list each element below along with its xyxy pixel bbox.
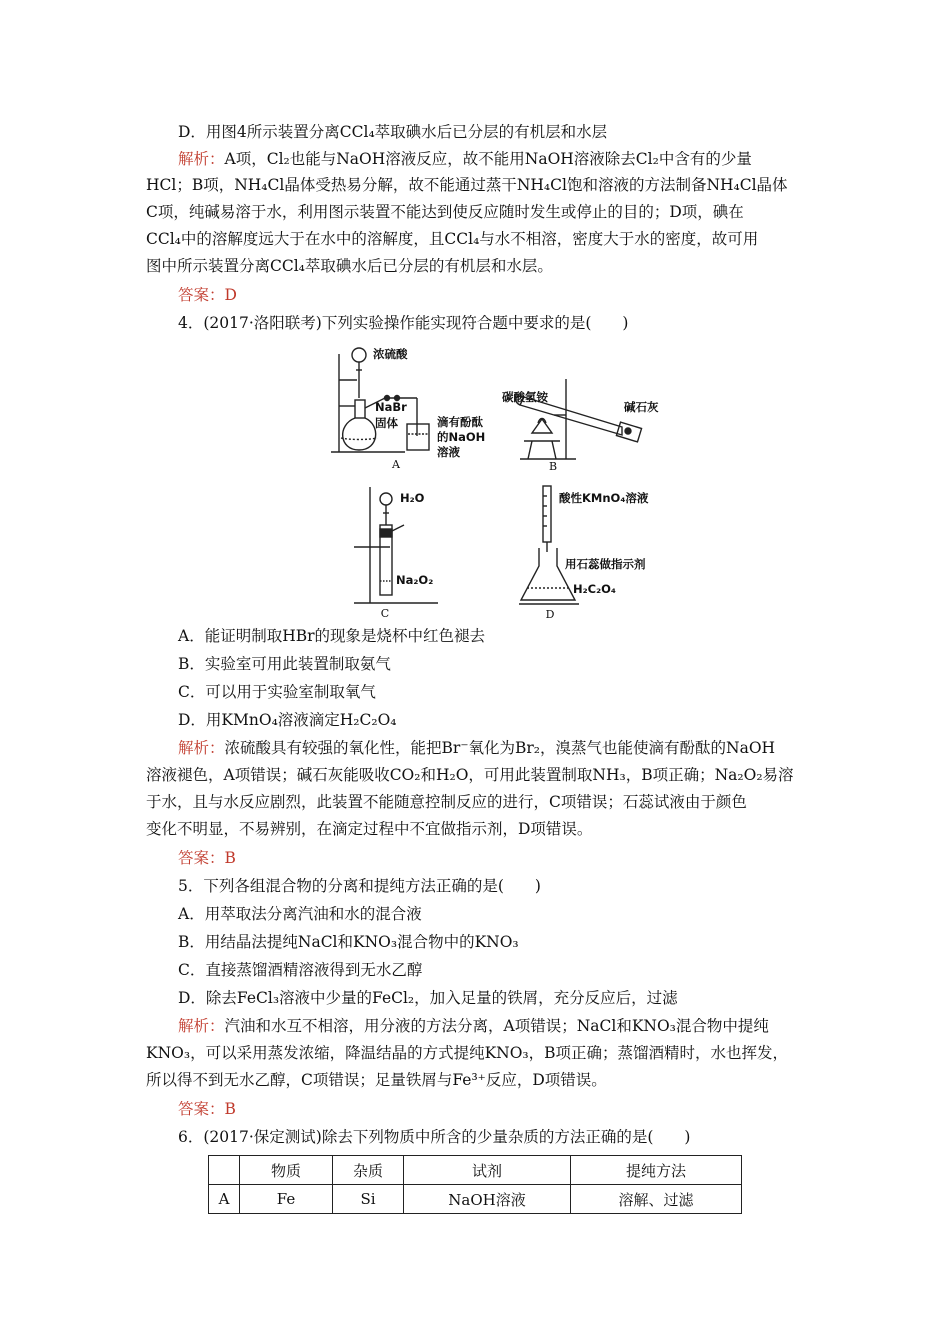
q3-answer: 答案：D (178, 286, 237, 304)
q3-analysis-line5: 图中所示装置分离CCl₄萃取碘水后已分层的有机层和水层。 (146, 257, 553, 275)
q4-stem: 4．(2017·洛阳联考)下列实验操作能实现符合题中要求的是( ) (178, 314, 629, 332)
q5-analysis-line2: KNO₃，可以采用蒸发浓缩，降温结晶的方式提纯KNO₃，B项正确；蒸馏酒精时，水也挥发， (146, 1044, 789, 1062)
label-nabr: NaBr (375, 400, 407, 414)
q3-analysis-line1: 解析：A项，Cl₂也能与NaOH溶液反应，故不能用NaOH溶液除去Cl₂中含有的少量 (178, 150, 752, 168)
label-phenolphthalein: 滴有酚酞 (437, 415, 483, 429)
q5-answer: 答案：B (178, 1100, 236, 1118)
q5-option-b: B．用结晶法提纯NaCl和KNO₃混合物中的KNO₃ (178, 933, 519, 951)
figure-b-label: B (548, 460, 558, 473)
figure-a-apparatus (325, 340, 495, 475)
q3-option-d: D．用图4所示装置分离CCl₄萃取碘水后已分层的有机层和水层 (178, 123, 608, 141)
figure-b-apparatus (502, 375, 660, 475)
q4-analysis-line4: 变化不明显，不易辨别，在滴定过程中不宜做指示剂，D项错误。 (146, 820, 593, 838)
q5-analysis-line1: 解析：汽油和水互不相溶，用分液的方法分离，A项错误；NaCl和KNO₃混合物中提纯 (178, 1017, 769, 1035)
header-cell: 提纯方法 (571, 1156, 742, 1185)
q3-analysis-line2: HCl；B项，NH₄Cl晶体受热易分解，故不能通过蒸干NH₄Cl饱和溶液的方法制备NH₄Cl晶体 (146, 176, 788, 194)
label-naoh: 的NaOH (437, 430, 486, 444)
table-cell: 溶解、过滤 (571, 1185, 742, 1214)
figure-d-label: D (545, 608, 555, 621)
figure-c-drawing (350, 485, 440, 625)
header-cell (209, 1156, 240, 1185)
q4-option-d: D．用KMnO₄溶液滴定H₂C₂O₄ (178, 711, 397, 729)
label-soda-lime: 碱石灰 (624, 400, 659, 414)
label-ammonium-bicarbonate: 碳酸氢铵 (502, 390, 548, 404)
q5-option-a: A．用萃取法分离汽油和水的混合液 (178, 905, 422, 923)
header-cell: 试剂 (404, 1156, 571, 1185)
figure-a-label: A (392, 458, 400, 471)
analysis-label: 解析： (178, 150, 225, 168)
q5-option-c: C．直接蒸馏酒精溶液得到无水乙醇 (178, 961, 423, 979)
label-solution: 溶液 (437, 445, 460, 459)
analysis-label: 解析： (178, 1017, 225, 1035)
label-solid: 固体 (375, 416, 398, 430)
q5-analysis-line3: 所以得不到无水乙醇，C项错误；足量铁屑与Fe³⁺反应，D项错误。 (146, 1071, 607, 1089)
figure-a-drawing (325, 340, 495, 475)
q4-analysis-line1: 解析：浓硫酸具有较强的氧化性，能把Br⁻氧化为Br₂，溴蒸气也能使滴有酚酞的NaOH (178, 739, 776, 757)
label-water: H₂O (400, 491, 425, 505)
table-row (209, 1185, 742, 1214)
table-header-row (209, 1156, 742, 1185)
q4-option-c: C．可以用于实验室制取氧气 (178, 683, 376, 701)
q4-analysis-line3: 于水，且与水反应剧烈，此装置不能随意控制反应的进行，C项错误；石蕊试液由于颜色 (146, 793, 747, 811)
figure-c-label: C (380, 607, 390, 620)
q4-answer: 答案：B (178, 849, 236, 867)
q5-stem: 5．下列各组混合物的分离和提纯方法正确的是( ) (178, 877, 541, 895)
header-cell: 物质 (240, 1156, 333, 1185)
label-litmus-indicator: 用石蕊做指示剂 (565, 557, 646, 571)
q4-option-b: B．实验室可用此装置制取氨气 (178, 655, 391, 673)
q4-option-a: A．能证明制取HBr的现象是烧杯中红色褪去 (178, 627, 486, 645)
label-acidic-kmno4: 酸性KMnO₄溶液 (559, 491, 649, 505)
q3-analysis-line3: C项，纯碱易溶于水，利用图示装置不能达到使反应随时发生或停止的目的；D项，碘在 (146, 203, 744, 221)
q5-option-d: D．除去FeCl₃溶液中少量的FeCl₂，加入足量的铁屑，充分反应后，过滤 (178, 989, 678, 1007)
label-oxalic-acid: H₂C₂O₄ (573, 582, 616, 596)
q4-analysis-line2: 溶液褪色，A项错误；碱石灰能吸收CO₂和H₂O，可用此装置制取NH₃，B项正确；Na₂O₂易溶 (146, 766, 794, 784)
header-cell: 杂质 (333, 1156, 404, 1185)
figure-c-apparatus (350, 485, 440, 625)
table-cell: Fe (240, 1185, 333, 1214)
figure-d-apparatus (515, 482, 675, 622)
table-cell: Si (333, 1185, 404, 1214)
label-conc-h2so4: 浓硫酸 (373, 347, 408, 361)
analysis-label: 解析： (178, 739, 225, 757)
label-sodium-peroxide: Na₂O₂ (396, 573, 434, 587)
q3-analysis-line4: CCl₄中的溶解度远大于在水中的溶解度，且CCl₄与水不相溶，密度大于水的密度，故可用 (146, 230, 759, 248)
q6-stem: 6．(2017·保定测试)除去下列物质中所含的少量杂质的方法正确的是( ) (178, 1128, 691, 1146)
table-cell: A (209, 1185, 240, 1214)
table-cell: NaOH溶液 (404, 1185, 571, 1214)
q6-table (208, 1155, 742, 1214)
